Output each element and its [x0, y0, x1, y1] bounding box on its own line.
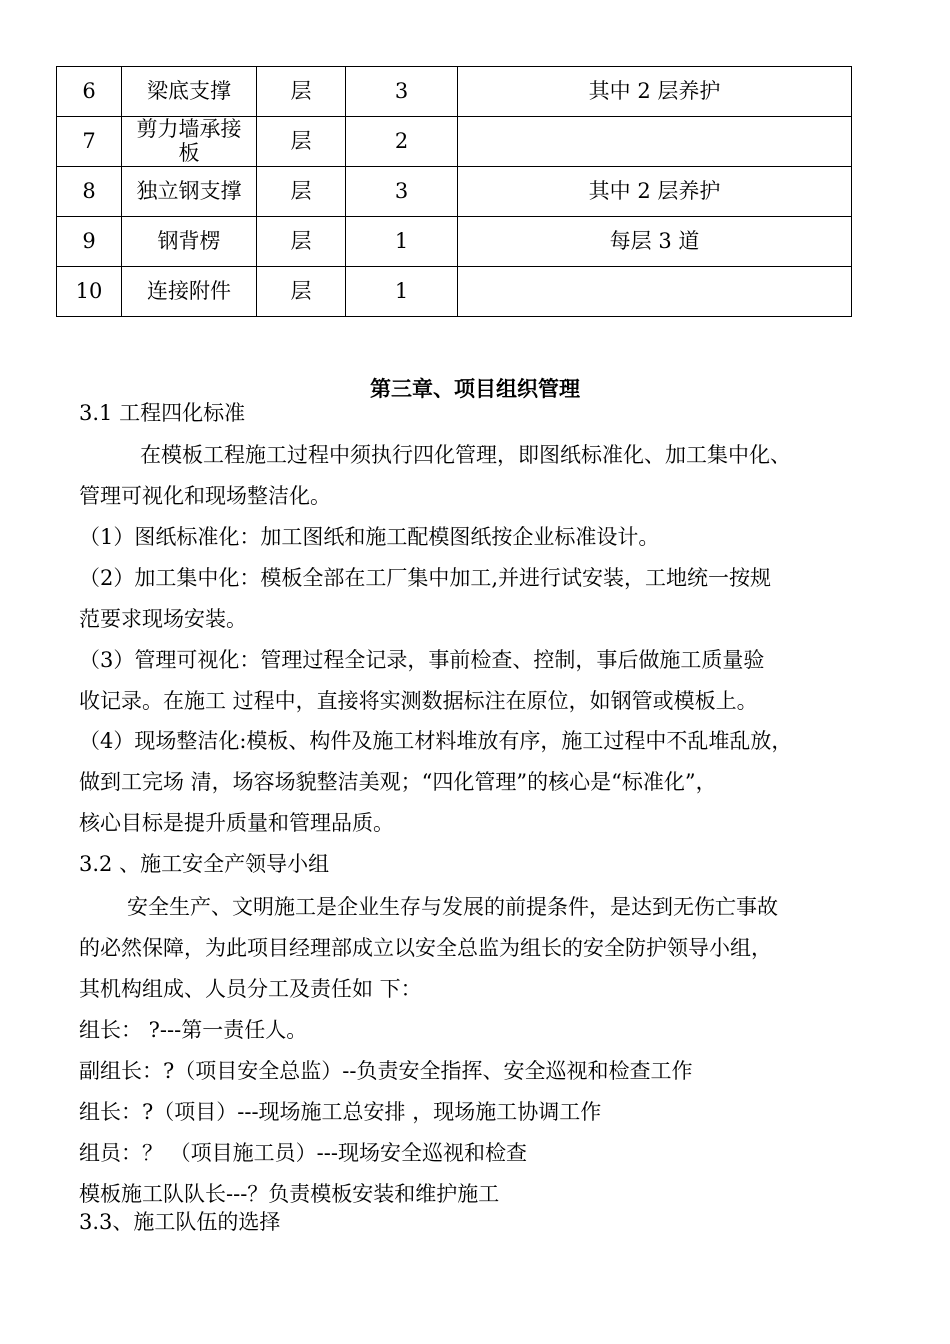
cell-name: 连接附件 — [122, 267, 257, 317]
member-line: 组员：？ （项目施工员）---现场安全巡视和检查 — [79, 1141, 527, 1165]
paragraph-line: 的必然保障，为此项目经理部成立以安全总监为组长的安全防护领导小组， — [79, 936, 772, 960]
materials-table — [56, 66, 852, 317]
cell-name: 钢背楞 — [122, 217, 257, 267]
cell-no: 6 — [57, 67, 122, 117]
cell-note: 其中 2 层养护 — [458, 167, 852, 217]
cell-no: 9 — [57, 217, 122, 267]
paragraph-line: 其机构组成、人员分工及责任如 下： — [79, 977, 422, 1001]
cell-name-text: 剪力墙承接板 — [136, 117, 242, 165]
list-item-continuation: 范要求现场安装。 — [79, 607, 247, 631]
member-line: 组长： ?---第一责任人。 — [79, 1018, 308, 1042]
list-item: （1）图纸标准化：加工图纸和施工配模图纸按企业标准设计。 — [79, 525, 660, 549]
cell-qty: 2 — [346, 117, 458, 167]
cell-unit: 层 — [257, 167, 346, 217]
table-row — [57, 167, 852, 217]
section-heading: 3.3、施工队伍的选择 — [79, 1210, 281, 1234]
section-heading: 3.2 、施工安全产领导小组 — [79, 852, 330, 876]
cell-qty: 3 — [346, 67, 458, 117]
list-item-continuation: 收记录。在施工 过程中，直接将实测数据标注在原位，如钢管或模板上。 — [79, 689, 758, 713]
cell-name — [122, 117, 257, 167]
paragraph-line: 安全生产、文明施工是企业生存与发展的前提条件，是达到无伤亡事故 — [127, 895, 778, 919]
cell-note — [458, 117, 852, 167]
cell-unit: 层 — [257, 117, 346, 167]
paragraph-line: 在模板工程施工过程中须执行四化管理，即图纸标准化、加工集中化、 — [140, 443, 791, 467]
cell-no: 8 — [57, 167, 122, 217]
cell-note: 其中 2 层养护 — [458, 67, 852, 117]
member-line: 副组长：?（项目安全总监）--负责安全指挥、安全巡视和检查工作 — [79, 1059, 693, 1083]
cell-name: 梁底支撑 — [122, 67, 257, 117]
cell-unit: 层 — [257, 267, 346, 317]
cell-no: 10 — [57, 267, 122, 317]
paragraph-line: 管理可视化和现场整洁化。 — [79, 484, 331, 508]
cell-qty: 1 — [346, 217, 458, 267]
chapter-title: 第三章、项目组织管理 — [370, 376, 580, 401]
cell-no: 7 — [57, 117, 122, 167]
table-row — [57, 117, 852, 167]
list-item: （2）加工集中化：模板全部在工厂集中加工,并进行试安装，工地统一按规 — [79, 566, 772, 590]
member-line: 模板施工队队长---？负责模板安装和维护施工 — [79, 1182, 500, 1206]
list-item-continuation: 核心目标是提升质量和管理品质。 — [79, 811, 394, 835]
cell-qty: 1 — [346, 267, 458, 317]
list-item-continuation: 做到工完场 清，场容场貌整洁美观；“四化管理”的核心是“标准化”， — [79, 770, 717, 794]
table-row — [57, 217, 852, 267]
list-item: （3）管理可视化：管理过程全记录，事前检查、控制，事后做施工质量验 — [79, 648, 765, 672]
cell-qty: 3 — [346, 167, 458, 217]
member-line: 组长：?（项目）---现场施工总安排 ，现场施工协调工作 — [79, 1100, 602, 1124]
table-row — [57, 267, 852, 317]
section-heading: 3.1 工程四化标准 — [79, 401, 246, 425]
table-row — [57, 67, 852, 117]
cell-unit: 层 — [257, 217, 346, 267]
cell-note: 每层 3 道 — [458, 217, 852, 267]
cell-unit: 层 — [257, 67, 346, 117]
cell-name: 独立钢支撑 — [122, 167, 257, 217]
cell-note — [458, 267, 852, 317]
list-item: （4）现场整洁化:模板、构件及施工材料堆放有序，施工过程中不乱堆乱放， — [79, 729, 793, 753]
